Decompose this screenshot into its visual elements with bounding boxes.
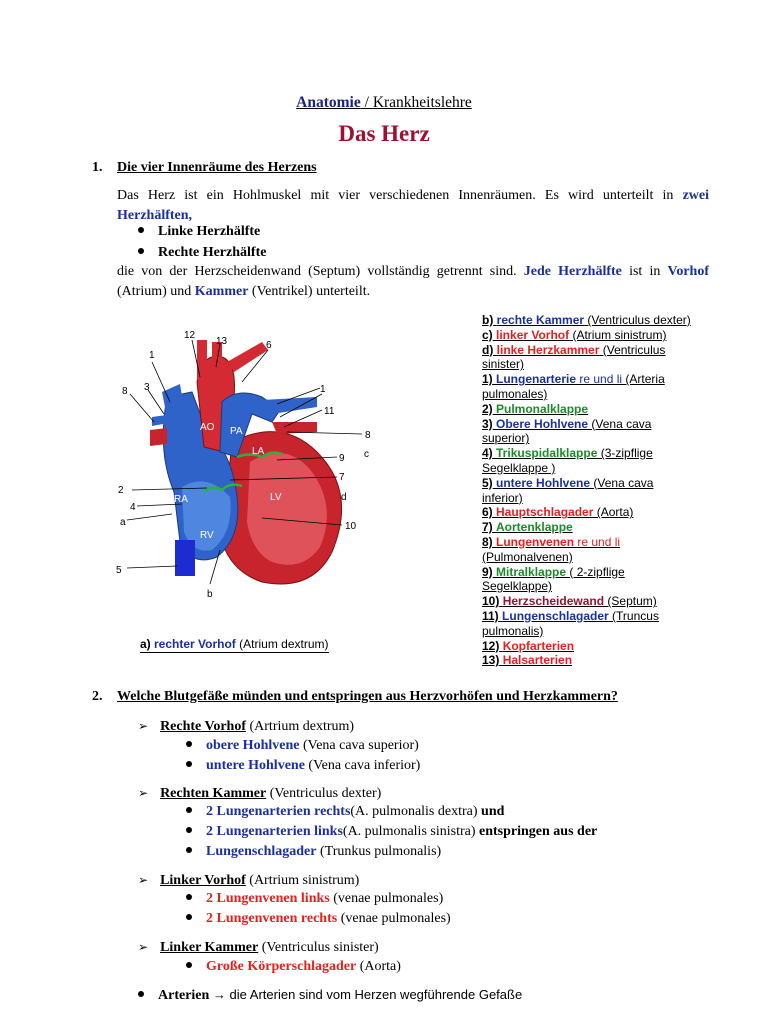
legend-name: Kopfarterien [502,638,575,653]
legend-latin: (Arteria [622,372,665,387]
para2-text: die von der Herzscheidenwand (Septum) vollständig getrennt sind. [117,264,524,279]
legend-latin: Segelklappe) [482,579,553,594]
chamber-label-pa: PA [230,426,243,437]
group-title: Linker Kammer [160,940,259,955]
para2-text: (Ventrikel) unterteilt. [248,284,371,299]
label-12: 12 [184,330,196,341]
legend-key: 12) [482,638,500,653]
legend-name: Hauptschlagader [496,505,594,520]
legend-row-text [482,550,573,564]
legend-row-text [482,343,665,357]
legend-latin: (Ventriculus [599,342,666,357]
legend-latin: (3-zipflige [597,446,653,461]
legend-row [482,476,712,491]
legend-row [482,431,712,446]
legend-name: linke Herzkammer [496,342,600,357]
legend-latin: Segelklappe ) [482,460,556,475]
item-name: 2 Lungenvenen links [206,891,330,906]
para2-emphasis: Jede Herzhälfte [523,264,622,279]
legend-row-text [482,594,657,608]
caption-rest: (Atrium dextrum) [235,637,329,651]
item-latin: (Vena cava superior) [299,738,419,753]
bullet-dot [186,847,192,853]
group-subtitle: (Ventriculus sinister) [258,940,379,955]
item-lungenarterien-links [186,822,597,842]
legend-extra: re und li [574,534,621,549]
label-5: 5 [116,565,122,576]
legend-latin: sinister) [482,357,525,372]
legend-row-text [482,579,552,593]
item-name: untere Hohlvene [206,758,305,773]
item-latin: (Vena cava inferior) [304,758,421,773]
item-connector: entspringen aus der [479,824,598,839]
heading-krankheitslehre: Krankheitslehre [372,94,472,111]
legend-key: 10) [482,594,500,609]
item-lungenschlagader [186,842,441,862]
page-title: Das Herz [338,121,430,146]
item-untere-hohlvene [186,756,420,776]
legend-row-text [482,505,633,519]
label-9: 9 [339,453,345,464]
chamber-label-lv: LV [270,492,282,503]
legend-row-text [482,609,659,623]
bullet-dot [138,248,144,254]
arrow-bullet-icon: ➢ [138,786,149,800]
group-subtitle: (Ventriculus dexter) [266,786,382,801]
legend-latin: pulmonalis) [482,623,544,638]
legend-key: 8) [482,534,493,549]
caption-key: a) [140,637,155,651]
label-11: 11 [324,406,335,417]
chamber-label-ra: RA [174,494,188,505]
legend-row-text [482,372,665,386]
legend-key: 1) [482,372,493,387]
bullet-dot [138,991,144,997]
legend-row-text [482,328,666,342]
label-10: 10 [345,521,357,532]
section-1-title: Die vier Innenräume des Herzens [117,160,317,175]
legend-row [482,624,712,639]
item-latin: (venae pulmonales) [329,891,444,906]
item-arterien [138,985,522,1006]
legend-row [482,594,712,609]
item-latin: (Trunkus pulmonalis) [316,844,442,859]
group-subtitle: (Artrium sinistrum) [245,873,360,888]
para2-vorhof: Vorhof [667,264,709,279]
legend-name: Lungenarterie [496,372,577,387]
legend-latin: (Pulmonalvenen) [482,549,573,564]
legend-row-text [482,535,620,549]
arrow-bullet-icon: ➢ [138,719,149,733]
legend-row-text [482,387,547,401]
legend-key: b) [482,313,494,327]
legend-row [482,535,712,550]
item-lungenvenen-links [186,889,443,909]
chamber-label-rv: RV [200,530,214,541]
section-1-paragraph-2 [117,262,709,302]
legend-row [482,313,712,328]
legend-row-text [482,653,572,667]
para2-kammer: Kammer [194,284,249,299]
legend-latin: (Septum) [604,594,657,609]
label-c: c [364,449,369,460]
caption-name: rechter Vorhof [154,637,236,651]
legend-row [482,520,712,535]
legend-key: 6) [482,505,493,520]
item-name: 2 Lungenarterien rechts [206,804,351,819]
item-latin: (Aorta) [356,959,401,974]
section-1-paragraph-1 [117,186,709,226]
legend-latin: (Truncus [608,608,659,623]
legend-extra: re und li [576,372,623,387]
item-name: Lungenschlagader [206,844,317,859]
legend-row [482,565,712,580]
document-heading [0,94,768,112]
legend-name: untere Hohlvene [496,475,591,490]
legend-name: rechte Kammer [496,313,585,327]
legend-name: Obere Hohlvene [496,416,589,431]
legend-row [482,387,712,402]
legend-latin: inferior) [482,490,523,505]
item-latin: (venae pulmonales) [337,911,451,926]
label-1b: 1 [320,384,326,395]
label-d: d [341,492,347,503]
label-4: 4 [130,502,136,513]
bullet-text: Rechte Herzhälfte [158,245,267,260]
legend-name: Lungenschlagader [502,608,609,623]
legend-row [482,343,712,358]
legend-row-text [482,446,653,460]
legend-latin: superior) [482,431,530,446]
legend-row [482,402,712,417]
legend-row [482,446,712,461]
legend-row [482,417,712,432]
label-a: a [120,517,126,528]
item-definition: → die Arterien sind vom Herzen wegführende Gefaße [209,987,523,1002]
legend-name: Halsarterien [502,653,573,668]
bullet-dot [186,741,192,747]
legend-row [482,357,712,372]
group-title: Rechten Kammer [160,786,267,801]
legend-key: 5) [482,475,493,490]
legend-row-text [482,417,651,431]
item-grosse-koerperschlagader [186,957,401,977]
group-rechter-vorhof [138,716,354,737]
legend-row-text [482,491,523,505]
legend-name: Trikuspidalklappe [496,446,598,461]
legend-row-text [482,520,573,534]
legend-latin: ( 2-zipflige [566,564,625,579]
legend-row-text [482,624,543,638]
arrow-bullet-icon: ➢ [138,873,149,887]
para1-emphasis: zwei Herzhälften, [117,188,709,223]
legend-row [482,505,712,520]
para2-text: (Atrium) und [117,284,195,299]
legend-key: 9) [482,564,493,579]
legend-row [482,372,712,387]
item-latin: (A. pulmonalis sinistra) [342,824,480,839]
legend-key: 3) [482,416,493,431]
label-13: 13 [216,336,228,347]
legend-row-text [482,461,555,475]
bullet-dot [138,227,144,233]
legend-row [482,328,712,343]
legend-row-text [482,431,529,445]
section-2-title: Welche Blutgefäße münden und entspringen aus Herzvorhöfen und Herzkammern? [117,689,618,704]
legend-row-text [482,476,653,490]
group-title: Rechte Vorhof [160,719,246,734]
section-2-number: 2. [92,689,103,704]
label-2: 2 [118,485,124,496]
section-1-number: 1. [92,160,103,175]
legend-name: Mitralklappe [496,564,567,579]
group-linker-vorhof [138,870,359,891]
legend-row [482,461,712,476]
bullet-dot [186,962,192,968]
bullet-text: Linke Herzhälfte [158,224,261,239]
legend-key: 7) [482,520,493,535]
legend-latin: (Aorta) [593,505,634,520]
figure-caption [140,637,329,653]
legend-name: Lungenvenen [496,534,575,549]
legend-latin: (Ventriculus dexter) [584,313,691,327]
legend-latin: (Vena cava [590,475,654,490]
item-name: Große Körperschlagader [206,959,357,974]
legend-name: linker Vorhof [496,327,570,342]
legend-row [482,550,712,565]
legend-key: c) [482,327,493,342]
legend-row [482,609,712,624]
bullet-rechte-herzhaelfte [138,243,266,263]
legend-key: 2) [482,401,493,416]
legend-row-text [482,357,524,371]
group-linke-kammer [138,937,379,958]
legend-row-text [482,402,588,416]
bullet-dot [186,807,192,813]
item-name: 2 Lungenarterien links [206,824,343,839]
legend-latin: (Vena cava [588,416,652,431]
legend-row-text [482,565,625,579]
legend-latin: pulmonales) [482,386,548,401]
label-b: b [207,589,213,600]
heading-anatomie: Anatomie [296,94,361,111]
item-lungenvenen-rechts [186,909,451,929]
legend-key: 4) [482,446,493,461]
group-title: Linker Vorhof [160,873,246,888]
legend-name: Pulmonalklappe [496,401,589,416]
legend-row [482,639,712,654]
item-name: 2 Lungenvenen rechts [206,911,338,926]
item-obere-hohlvene [186,736,419,756]
legend-row [482,653,712,668]
bullet-linke-herzhaelfte [138,222,260,242]
pulmonary-vein-right [150,428,167,446]
item-connector: und [481,804,505,819]
para1-text: Das Herz ist ein Hohlmuskel mit vier verschiedenen Innenräumen. Es wird unterteilt in [117,188,683,203]
label-1a: 1 [149,350,155,361]
group-subtitle: (Artrium dextrum) [246,719,355,734]
legend-name: Herzscheidewand [502,594,605,609]
chamber-label-ao: AO [200,422,215,433]
heading-separator: / [360,94,373,111]
item-latin: (A. pulmonalis dextra) [350,804,482,819]
chamber-label-la: LA [252,446,265,457]
legend-row [482,579,712,594]
bullet-dot [186,827,192,833]
legend-key: d) [482,342,494,357]
legend-row [482,491,712,506]
kopfarterie [197,340,207,380]
para2-text: ist in [621,264,668,279]
heart-diagram [112,322,372,612]
item-name: obere Hohlvene [206,738,300,753]
bullet-dot [186,894,192,900]
bullet-dot [186,761,192,767]
legend-row-text [482,313,691,327]
legend-latin: (Atrium sinistrum) [569,327,667,342]
figure-legend [482,313,712,668]
label-3: 3 [144,382,150,393]
label-8b: 8 [365,430,371,441]
label-6: 6 [266,340,272,351]
label-8a: 8 [122,386,128,397]
vena-cava-inferior [175,540,195,576]
label-7: 7 [339,472,345,483]
item-lungenarterien-rechts [186,802,504,822]
legend-key: 13) [482,653,500,668]
legend-row-text [482,639,574,653]
legend-key: 11) [482,608,499,623]
arrow-bullet-icon: ➢ [138,940,149,954]
bullet-dot [186,914,192,920]
legend-name: Aortenklappe [496,520,573,535]
item-name: Arterien [158,988,210,1003]
group-rechte-kammer [138,783,381,804]
